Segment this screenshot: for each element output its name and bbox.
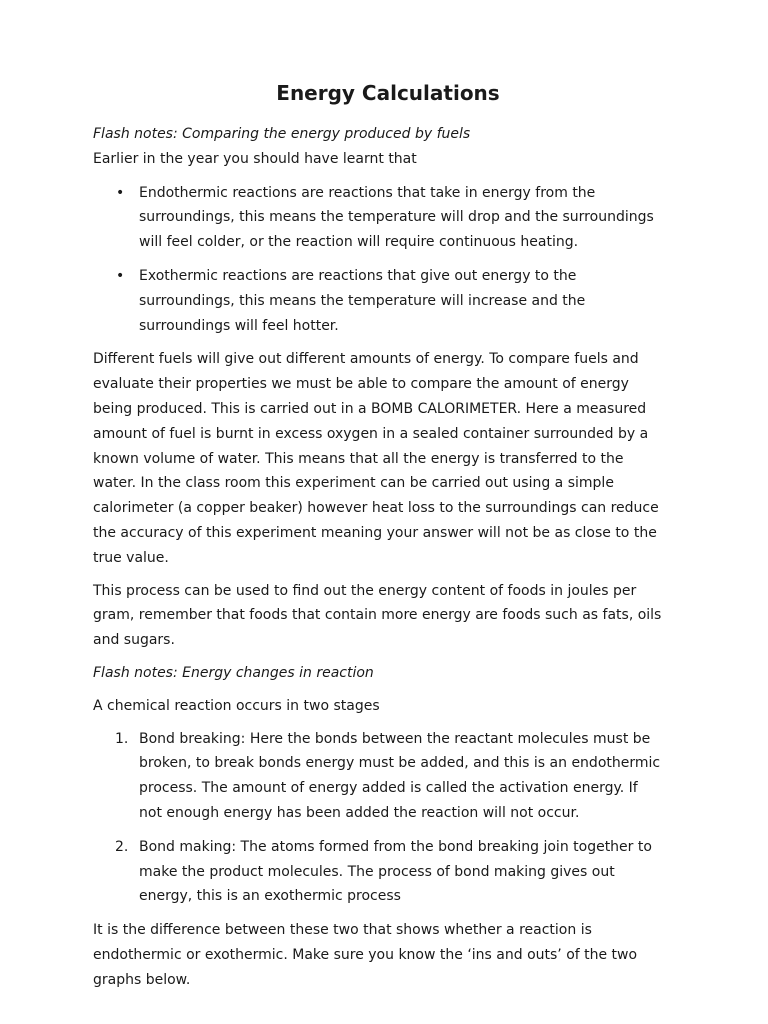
document-page [93,78,683,993]
numbered-list [93,727,683,910]
bullet-list [93,181,683,339]
text-line: Endothermic reactions are reactions that take in energy from the [139,184,596,201]
text-line: surroundings will feel hotter. [139,317,339,334]
text-line: known volume of water. This means that all the energy is transferred to the [93,450,624,467]
text-line: process. The amount of energy added is called the activation energy. If [139,780,638,797]
list-item [93,727,683,826]
text-line: amount of fuel is burnt in excess oxygen in a sealed container surrounded by a [93,425,649,442]
list-item [93,264,683,338]
text-line: evaluate their properties we must be able to compare the amount of energy [93,376,629,393]
text-line: water. In the class room this experiment can be carried out using a simple [93,475,614,492]
text-line: Exothermic reactions are reactions that give out energy to the [139,267,577,284]
text-line: true value. [93,549,169,566]
text-line: not enough energy has been added the reaction will not occur. [139,804,580,821]
page-title: Energy Calculations [276,81,500,105]
text-line: gram, remember that foods that contain more energy are foods such as fats, oils [93,607,662,624]
text-line: surroundings, this means the temperature will drop and the surroundings [139,209,654,226]
paragraph-difference [93,918,683,992]
bullet-marker: • [116,184,125,201]
text-line: broken, to break bonds energy must be added, and this is an endothermic [139,755,661,772]
flash-note-fuels: Flash notes: Comparing the energy produced by fuels [93,126,471,142]
text-line: This process can be used to find out the energy content of foods in joules per [93,582,637,599]
number-marker: 2. [115,838,129,855]
text-line: the accuracy of this experiment meaning your answer will not be as close to the [93,524,657,541]
bullet-marker: • [116,267,125,284]
text-line: Bond making: The atoms formed from the bond breaking join together to [139,838,652,855]
list-item [93,181,683,255]
text-line: It is the difference between these two that shows whether a reaction is [93,922,592,939]
text-line: make the product molecules. The process of bond making gives out [139,863,615,880]
text-line: calorimeter (a copper beaker) however heat loss to the surroundings can reduce [93,500,659,517]
text-line: being produced. This is carried out in a BOMB CALORIMETER. Here a measured [93,400,647,417]
flash-note-energy-changes: Flash notes: Energy changes in reaction [93,664,374,681]
paragraph-foods [93,579,683,653]
text-line: Different fuels will give out different amounts of energy. To compare fuels and [93,351,639,368]
text-line: endothermic or exothermic. Make sure you know the ‘ins and outs’ of the two [93,946,638,963]
text-line: surroundings, this means the temperature will increase and the [139,292,586,309]
text-line: energy, this is an exothermic process [139,888,401,905]
list-item [93,835,683,909]
paragraph-fuels [93,347,683,570]
number-marker: 1. [115,730,129,747]
text-line: will feel colder, or the reaction will require continuous heating. [139,234,579,251]
text-line: graphs below. [93,971,191,988]
text-line: Bond breaking: Here the bonds between the reactant molecules must be [139,730,651,747]
stages-intro: A chemical reaction occurs in two stages [93,697,380,714]
intro-text: Earlier in the year you should have learnt that [93,150,417,167]
text-line: and sugars. [93,632,175,649]
